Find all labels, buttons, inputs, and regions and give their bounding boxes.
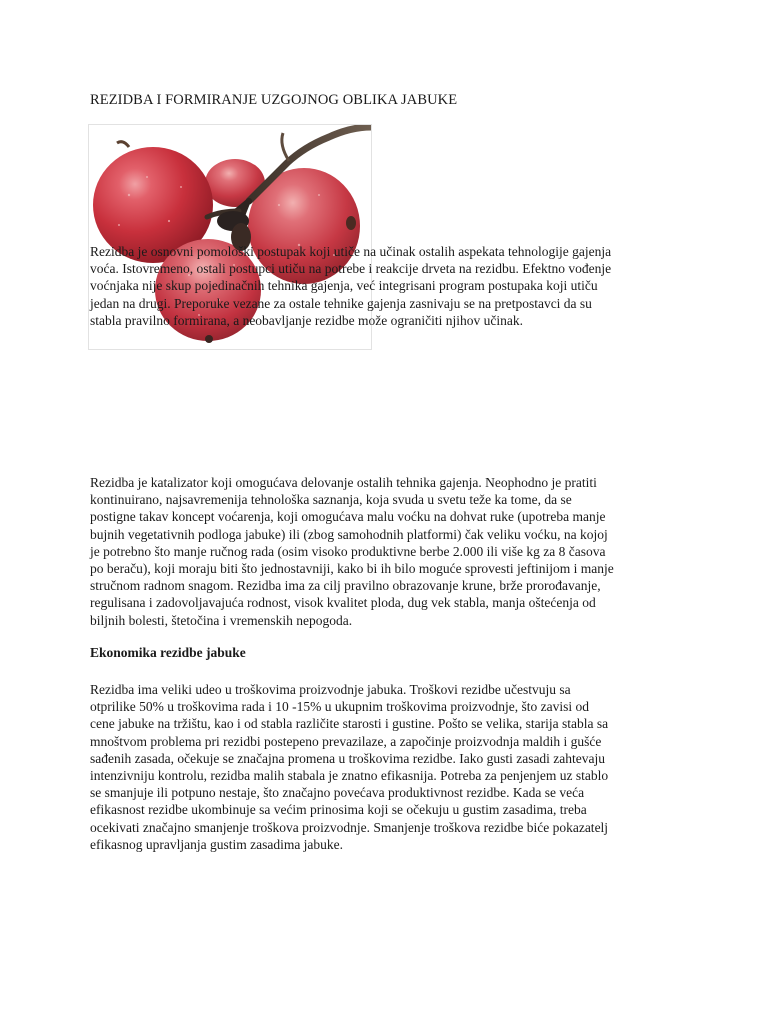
text-line: ocekivati značajno smanjenje troškova proizvodnje. Smanjenje troškova rezidbe biće pokazatelj: [90, 819, 609, 835]
document-title: REZIDBA I FORMIRANJE UZGOJNOG OBLIKA JABUKE: [90, 92, 458, 108]
text-line: Rezidba je katalizator koji omogućava delovanje ostalih tehnika gajenja. Neophodno je pratiti: [90, 475, 597, 490]
text-line: bujnih vegetativnih podloga jabuke) ili (zbog samohodnih platformi) čak veliku voćku, na kojoj: [90, 526, 608, 542]
text-line: Rezidba ima veliki udeo u troškovima proizvodnje jabuka. Troškovi rezidbe učestvuju sa: [90, 682, 571, 697]
text-line: stabla pravilno formirana, a neobavljanje rezidbe može ograničiti njihov učinak.: [90, 312, 523, 328]
text-line: postigne takav koncept voćarenja, koji omogućava malu voćku na dohvat ruke (upotreba manje: [90, 509, 606, 525]
text-line: efikasnost rezidbe ukombinuje sa većim prinosima koji se očekuju u gustim zasadima, treba: [90, 802, 587, 818]
paragraph-catalyst: [90, 474, 614, 629]
paragraph-intro: [90, 243, 611, 329]
text-line: stručnom radnom snagom. Rezidba ima za cilj pravilno obrazovanje krune, brže prorođavanje,: [90, 578, 601, 594]
text-line: biljnih bolesti, štetočina i vremenskih nepogoda.: [90, 612, 353, 628]
text-line: otprilike 50% u troškovima rada i 10 -15% u ukupnim troškovima proizvodnje, što zavisi od: [90, 699, 590, 715]
text-line: kontinuirano, najsavremenija tehnološka saznanja, koja svuda u svetu teže ka tome, da se: [90, 492, 572, 508]
text-line: efikasnog upravljanja gustim zasadima jabuke.: [90, 836, 344, 852]
section-heading: Ekonomika rezidbe jabuke: [90, 645, 246, 660]
text-line: sađenih zasada, očekuje se značajna promena u troškovima rezidbe. Iako gusti zasadi zahtevaju: [90, 750, 606, 766]
text-line: je potrebno što manje ručnog rada (osim visoko produktivne berbe 2.000 ili više kg za 8 časova: [90, 543, 606, 559]
text-line: intenzivniju kontrolu, rezidba malih stabala je znatno efikasnija. Potreba za penjenjem uz stablo: [90, 768, 609, 784]
text-line: cene jabuke na tržištu, kao i od stabla različite starosti i gustine. Pošto se velika, starija stabla sa: [90, 716, 609, 732]
text-line: regulisana i zadovoljavajuća rodnost, visok kvalitet ploda, dug vek stabla, manja oštećenja od: [90, 595, 596, 611]
text-line: po beraču), koji moraju biti što jednostavniji, kako bi ih bilo moguće sprovesti jeftinijom i manje: [90, 561, 614, 577]
text-line: mnoštvom problema pri rezidbi postepeno prevazilaze, a započinje proizvodnja maldih i gušće: [90, 733, 602, 749]
paragraph-economics: [90, 681, 608, 853]
text-line: voćnjaka nije skup pojedinačnih tehnika gajenja, već integrisani program postupaka koji utiču: [90, 278, 598, 294]
text-line: Rezidba je osnovni pomološki postupak koji utiče na učinak ostalih aspekata tehnologije gajenja: [90, 244, 612, 259]
text-line: jedan na drugi. Preporuke vezane za ostale tehnike gajenja zasnivaju se na pretpostavci da su: [90, 295, 592, 311]
text-line: se smanjuje ili potpuno nestaje, što značajno povećava produktivnost rezidbe. Kada se veća: [90, 785, 585, 801]
text-line: voća. Istovremeno, ostali postupci utiču na potrebe i reakcije drveta na rezidbu. Efektno vođenje: [90, 261, 612, 277]
